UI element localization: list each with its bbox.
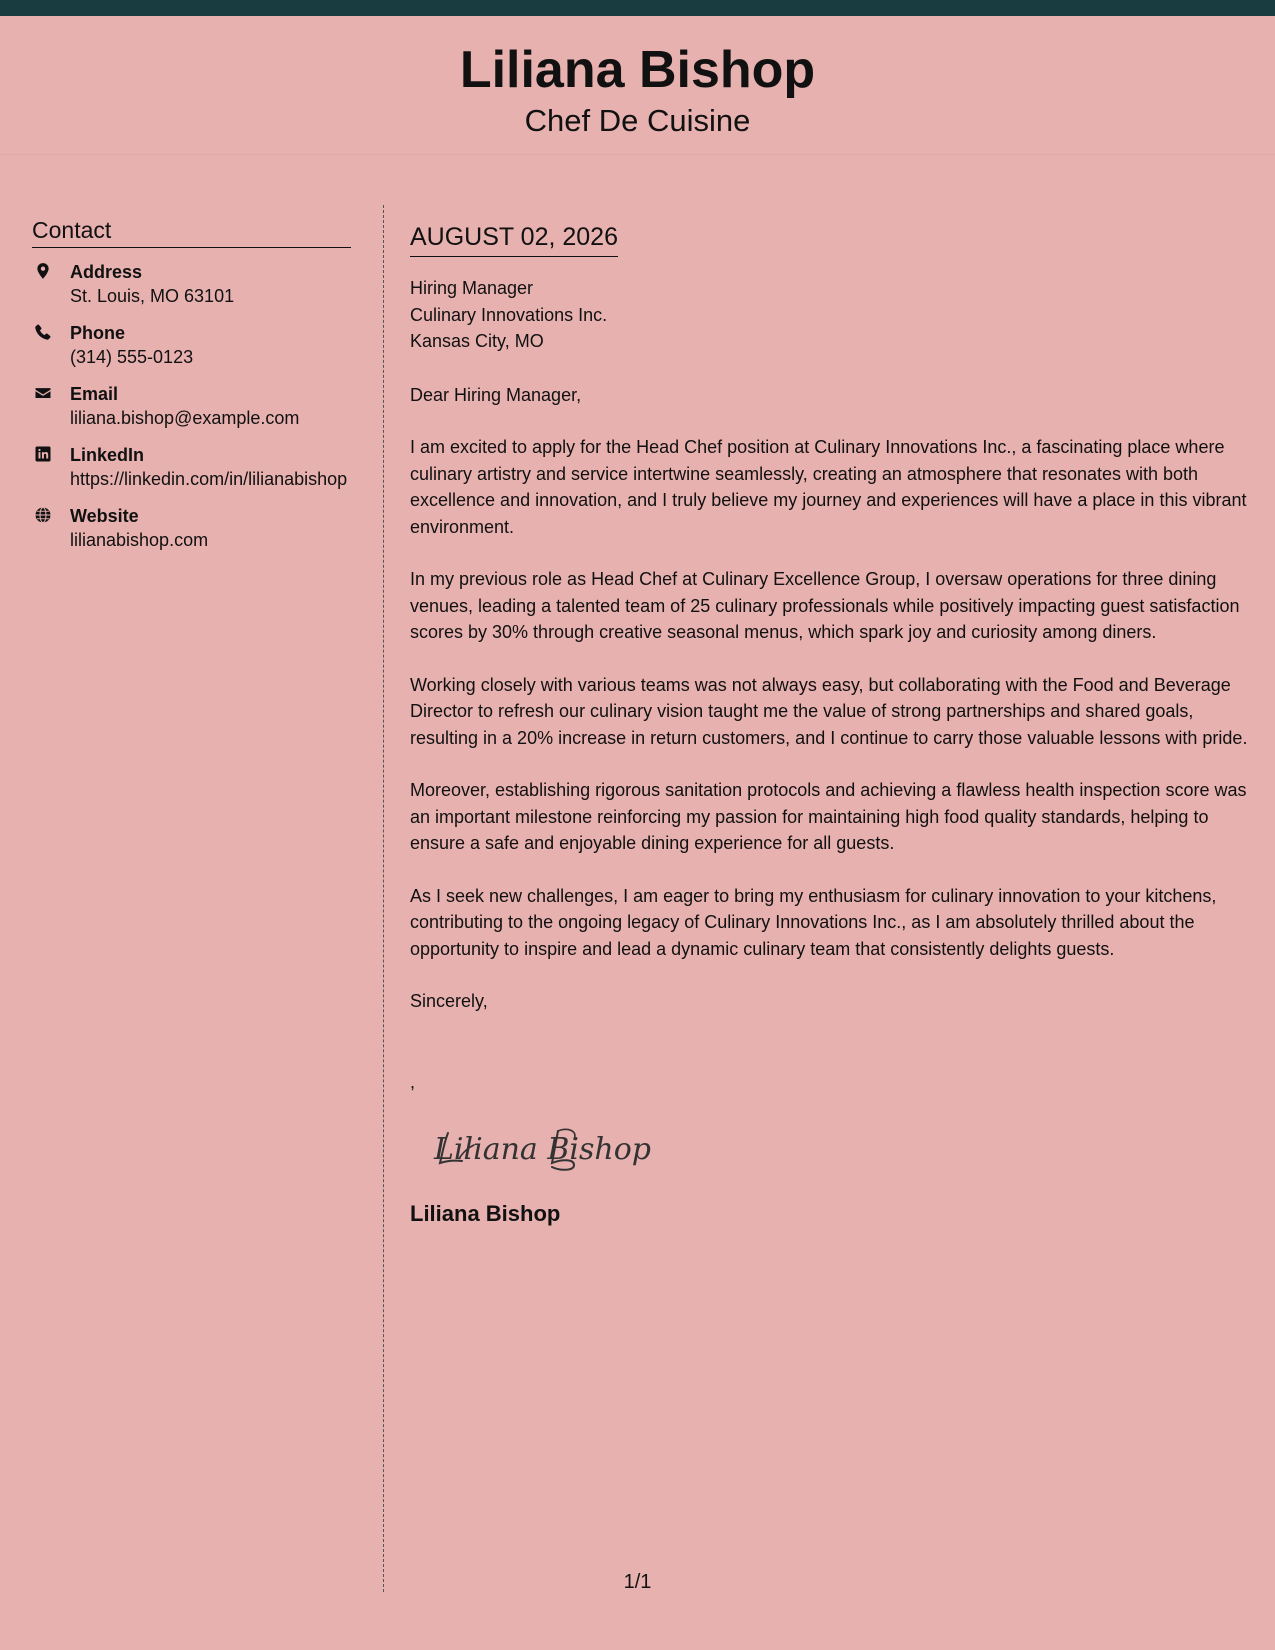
contact-item-website: [32, 504, 351, 552]
map-pin-icon: [34, 262, 52, 280]
contact-value: liliana.bishop@example.com: [70, 408, 300, 429]
top-accent-bar: [0, 0, 1275, 16]
column-divider: [383, 205, 384, 1592]
page-header: [0, 16, 1275, 155]
body-paragraph: I am excited to apply for the Head Chef position at Culinary Innovations Inc., a fascinating place where culinary artistry and service intertwine seamlessly, creating an atmosphere that resonates with both excellence and innovation, and I truly believe my journey and experiences will have a place in this vibrant environment.: [410, 437, 1247, 537]
closing-comma: ,: [410, 1071, 416, 1092]
closing: Sincerely,: [410, 991, 488, 1011]
contact-value: (314) 555-0123: [70, 347, 194, 368]
contact-label: Website: [70, 506, 139, 527]
contact-heading: Contact: [32, 218, 351, 248]
contact-label: Address: [70, 262, 143, 283]
contact-item-address: [32, 260, 351, 308]
body-paragraph: In my previous role as Head Chef at Culinary Excellence Group, I oversaw operations for three dining venues, leading a talented team of 25 culinary professionals while positively impacting guest satisfaction scores by 30% through creative seasonal menus, which spark joy and curiosity among diners.: [410, 569, 1240, 642]
contact-sidebar: [32, 218, 351, 565]
signature-text: Liliana Bishop: [434, 1132, 651, 1167]
contact-label: LinkedIn: [70, 445, 145, 466]
contact-item-linkedin: [32, 443, 351, 491]
contact-label: Phone: [70, 323, 126, 344]
body-paragraph: As I seek new challenges, I am eager to bring my enthusiasm for culinary innovation to your kitchens, contributing to the ongoing legacy of Culinary Innovations Inc., as I am absolutely thrilled about the opportunity to inspire and lead a dynamic culinary team that consistently delights guests.: [410, 885, 1217, 959]
phone-icon: [34, 323, 52, 341]
signer-name: Liliana Bishop: [410, 1200, 561, 1226]
letter-body: [410, 222, 1253, 1227]
contact-item-email: [32, 382, 351, 430]
letter-date: AUGUST 02, 2026: [410, 222, 618, 257]
recipient-block: [410, 275, 1253, 355]
envelope-icon: [34, 384, 52, 402]
recipient-line: Culinary Innovations Inc.: [410, 304, 608, 325]
job-title: Chef De Cuisine: [524, 103, 751, 138]
recipient-line: Kansas City, MO: [410, 331, 544, 351]
contact-label: Email: [70, 384, 119, 405]
contact-list: [32, 260, 351, 552]
contact-value: https://linkedin.com/in/lilianabishop: [70, 469, 348, 490]
body-paragraph: Moreover, establishing rigorous sanitation protocols and achieving a flawless health inspection score was an important milestone reinforcing my passion for maintaining high food quality standards, helping to ensure a safe and enjoyable dining experience for all guests.: [410, 780, 1247, 853]
contact-item-phone: [32, 321, 351, 369]
candidate-name: Liliana Bishop: [459, 41, 816, 99]
salutation: Dear Hiring Manager,: [410, 384, 582, 405]
linkedin-icon: [34, 445, 52, 463]
contact-value: St. Louis, MO 63101: [70, 286, 235, 307]
handwritten-signature: [430, 1115, 670, 1175]
globe-icon: [34, 506, 52, 524]
recipient-line: Hiring Manager: [410, 278, 534, 298]
body-paragraph: Working closely with various teams was not always easy, but collaborating with the Food and Beverage Director to refresh our culinary vision taught me the value of strong partnerships and shared goals, resulting in a 20% increase in return customers, and I continue to carry those valuable lessons with pride.: [410, 674, 1248, 748]
contact-value: lilianabishop.com: [70, 530, 209, 551]
page-number: 1/1: [623, 1571, 652, 1593]
